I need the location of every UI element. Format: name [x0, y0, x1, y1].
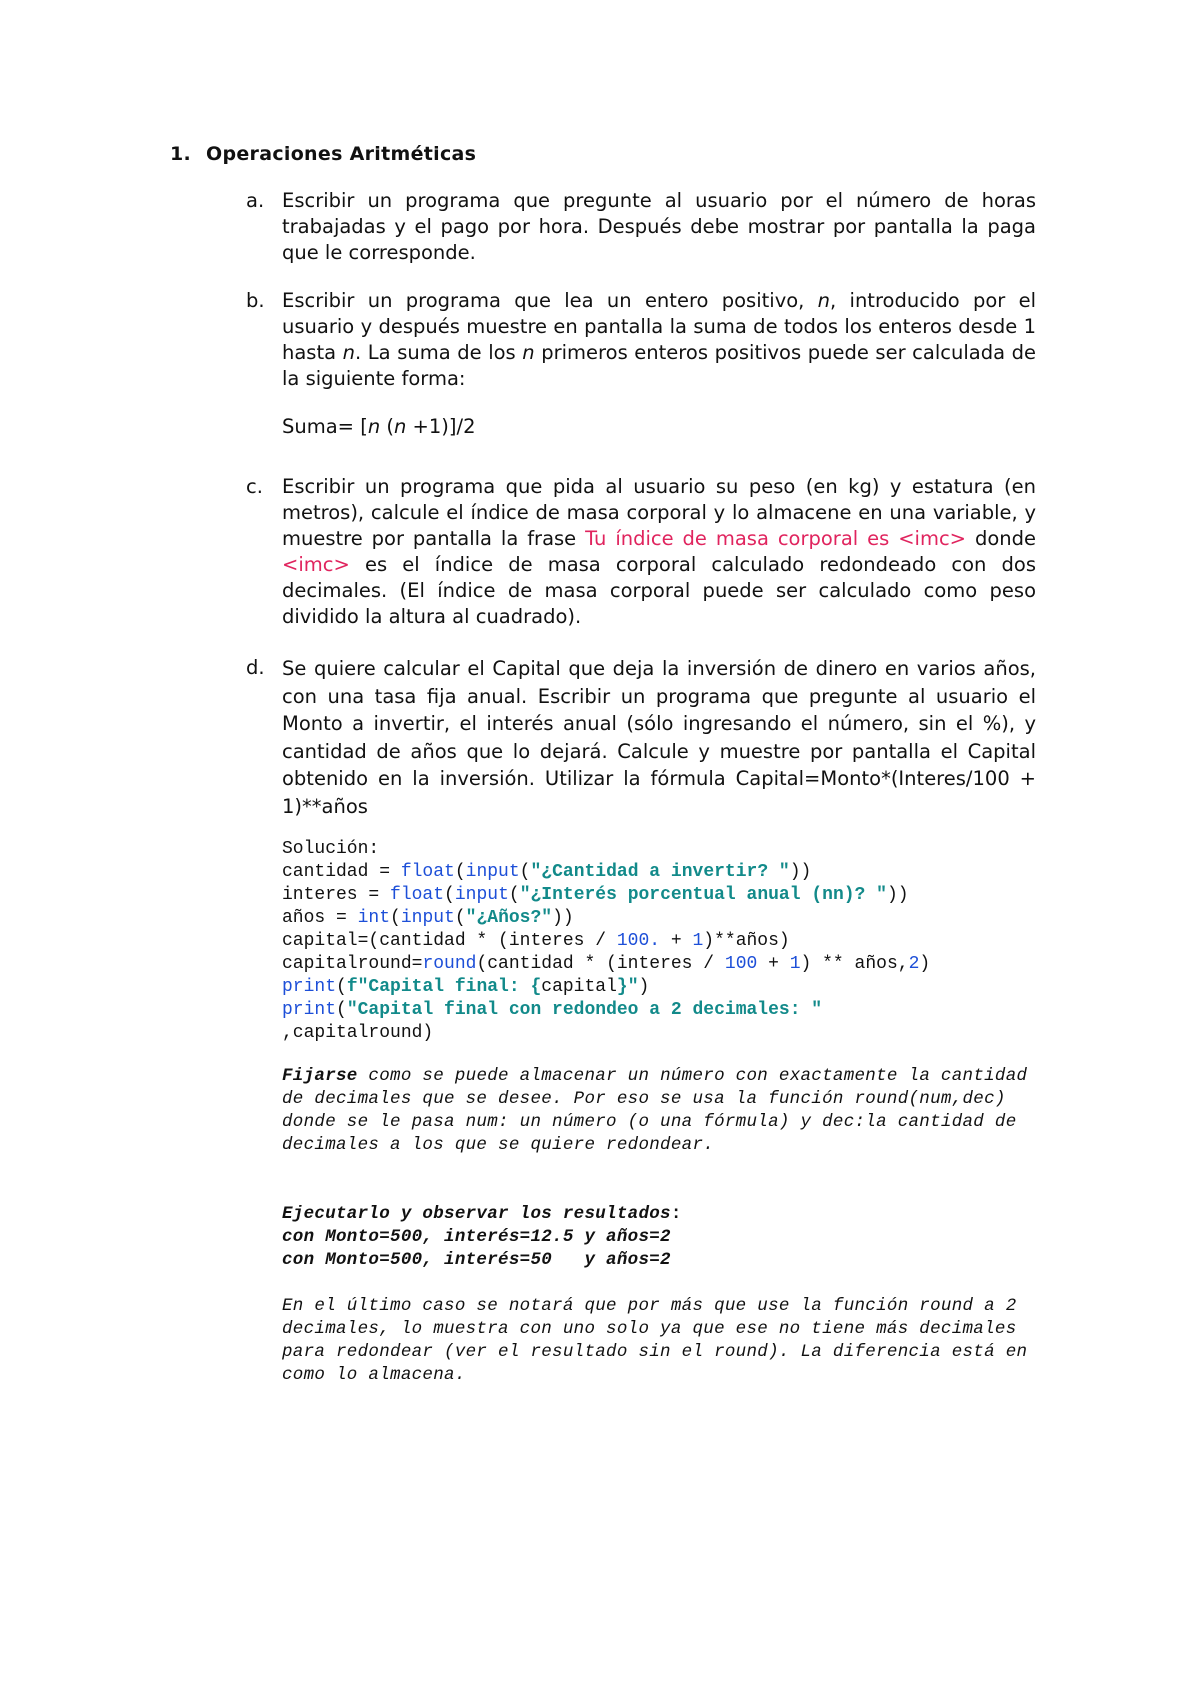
section-heading — [170, 143, 476, 165]
exercise-b-marker: b. — [246, 289, 265, 312]
code-line: años = int(input("¿Años?")) — [282, 908, 574, 928]
test-case-2: con Monto=500, interés=50 y años=2 — [282, 1250, 671, 1270]
exercise-d — [246, 655, 1036, 820]
exercise-b — [246, 288, 1036, 440]
code-line: capitalround=round(cantidad * (interes / 100 + 1) ** años,2) — [282, 954, 931, 974]
exercise-c-marker: c. — [246, 475, 263, 498]
exercise-c-text: Escribir un programa que pida al usuario su peso (en kg) y estatura (en metros), calcule el índice de masa corporal y lo almacene en una variable, y muestre por pantalla la frase Tu índice de masa corporal es <imc> donde <imc> es el índice de masa corporal calculado redondeado con dos decimales. (El índice de masa corporal puede ser calculado como peso dividido la altura al cuadrado). — [282, 475, 1036, 628]
code-line: print("Capital final con redondeo a 2 decimales: " — [282, 1000, 823, 1020]
code-line: interes = float(input("¿Interés porcentual anual (nn)? ")) — [282, 885, 909, 905]
note-ejecutar: Ejecutarlo y observar los resultados: con Monto=500, interés=12.5 y años=2 con Monto=500, interés=50 y años=2 — [282, 1203, 1042, 1272]
solution-code — [282, 838, 1042, 1045]
exercise-a-text: Escribir un programa que pregunte al usuario por el número de horas trabajadas y el pago por hora. Después debe mostrar por pantalla la paga que le corresponde. — [282, 189, 1036, 264]
exercise-d-text: Se quiere calcular el Capital que deja la inversión de dinero en varios años, con una tasa fija anual. Escribir un programa que pregunte al usuario el Monto a invertir, el interés anual (sólo ingresando el número, sin el %), y cantidad de años que lo dejará. Calcule y muestre por pantalla el Capital obtenido en la inversión. Utilizar la fórmula Capital=Monto*(Interes/100 + 1)**años — [282, 657, 1036, 818]
code-line: cantidad = float(input("¿Cantidad a invertir? ")) — [282, 862, 812, 882]
imc-placeholder: <imc> — [282, 553, 350, 576]
exercise-a-marker: a. — [246, 189, 265, 212]
code-line: capital=(cantidad * (interes / 100. + 1)**años) — [282, 931, 790, 951]
code-line: print(f"Capital final: {capital}") — [282, 977, 650, 997]
note-ultimo-caso: En el último caso se notará que por más que use la función round a 2 decimales, lo muestra con uno solo ya que ese no tiene más decimales para redondear (ver el resultado sin el round). La diferencia está en como lo almacena. — [282, 1296, 1028, 1385]
code-line: Solución: — [282, 839, 380, 859]
output-phrase: Tu índice de masa corporal es <imc> — [585, 527, 967, 550]
heading-title: Operaciones Aritméticas — [206, 143, 477, 165]
note-fijarse: Fijarse como se puede almacenar un número con exactamente la cantidad de decimales que se desee. Por eso se usa la función round(num,dec) donde se le pasa num: un número (o una fórmula) y dec:la cantidad de decimales a los que se quiere redondear. — [282, 1066, 1028, 1155]
exercise-b-text: Escribir un programa que lea un entero positivo, n, introducido por el usuario y después muestre en pantalla la suma de todos los enteros desde 1 hasta n. La suma de los n primeros enteros positivos puede ser calculada de la siguiente forma: — [282, 289, 1036, 390]
exercise-c — [246, 474, 1036, 630]
exercise-d-marker: d. — [246, 656, 265, 679]
exercise-a — [246, 188, 1036, 266]
heading-number: 1. — [170, 143, 192, 165]
sum-formula: Suma= [n (n +1)]/2 — [282, 415, 476, 438]
code-line: ,capitalround) — [282, 1023, 434, 1043]
test-case-1: con Monto=500, interés=12.5 y años=2 — [282, 1227, 671, 1247]
